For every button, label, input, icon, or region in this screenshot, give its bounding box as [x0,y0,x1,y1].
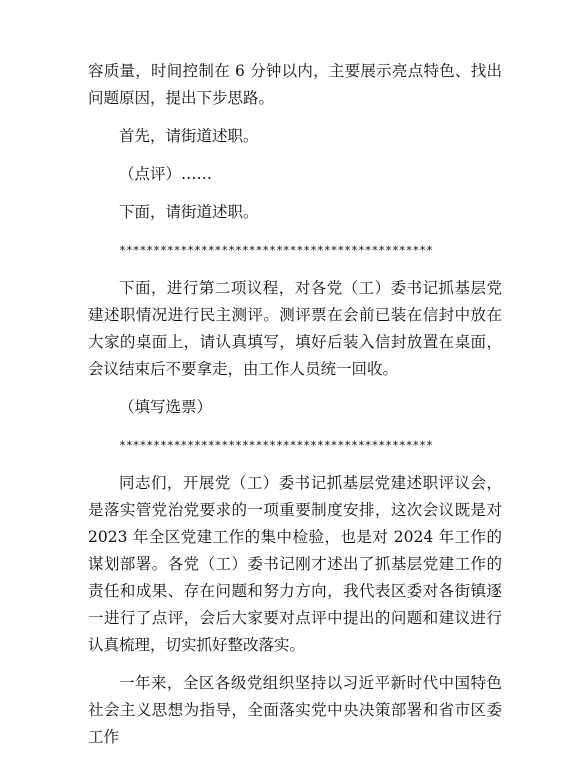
separator-line: ********************************************** [119,438,433,452]
paragraph-continued: 容质量，时间控制在 6 分钟以内，主要展示亮点特色、找出问题原因，提出下步思路。 [88,62,502,107]
paragraph-street-report-first: 首先，请街道述职。 [119,127,259,145]
paragraph-past-year: 一年来，全区各级党组织坚持以习近平新时代中国特色社会主义思想为指导，全面落实党中央决策部署和省市区委工作 [88,674,502,746]
paragraph-comment: （点评）…… [119,165,213,183]
paragraph-second-agenda: 下面，进行第二项议程，对各党（工）委书记抓基层党建述职情况进行民主测评。测评票在会前已装在信封中放在大家的桌面上，请认真填写，填好后装入信封放置在桌面，会议结束后不要拿走，由工作人员统一回收。 [88,279,502,378]
paragraph-fill-ballot: （填写选票） [119,398,213,416]
paragraph-street-report-next: 下面，请街道述职。 [119,203,259,221]
document-body [88,58,502,762]
separator-line: ********************************************** [119,243,433,257]
paragraph-comrades: 同志们，开展党（工）委书记抓基层党建述职评议会，是落实管党治党要求的一项重要制度安排，这次会议既是对 2023 年全区党建工作的集中检验，也是对 2024 年工作的谋划部署。各党（工）委书记刚才述出了抓基层党建工作的责任和成果、存在问题和努力方向，我代表区委对各街镇逐一进行了点评，会后大家要对点评中提出的问题和建议进行认真梳理，切实抓好整改落实。 [88,474,502,654]
